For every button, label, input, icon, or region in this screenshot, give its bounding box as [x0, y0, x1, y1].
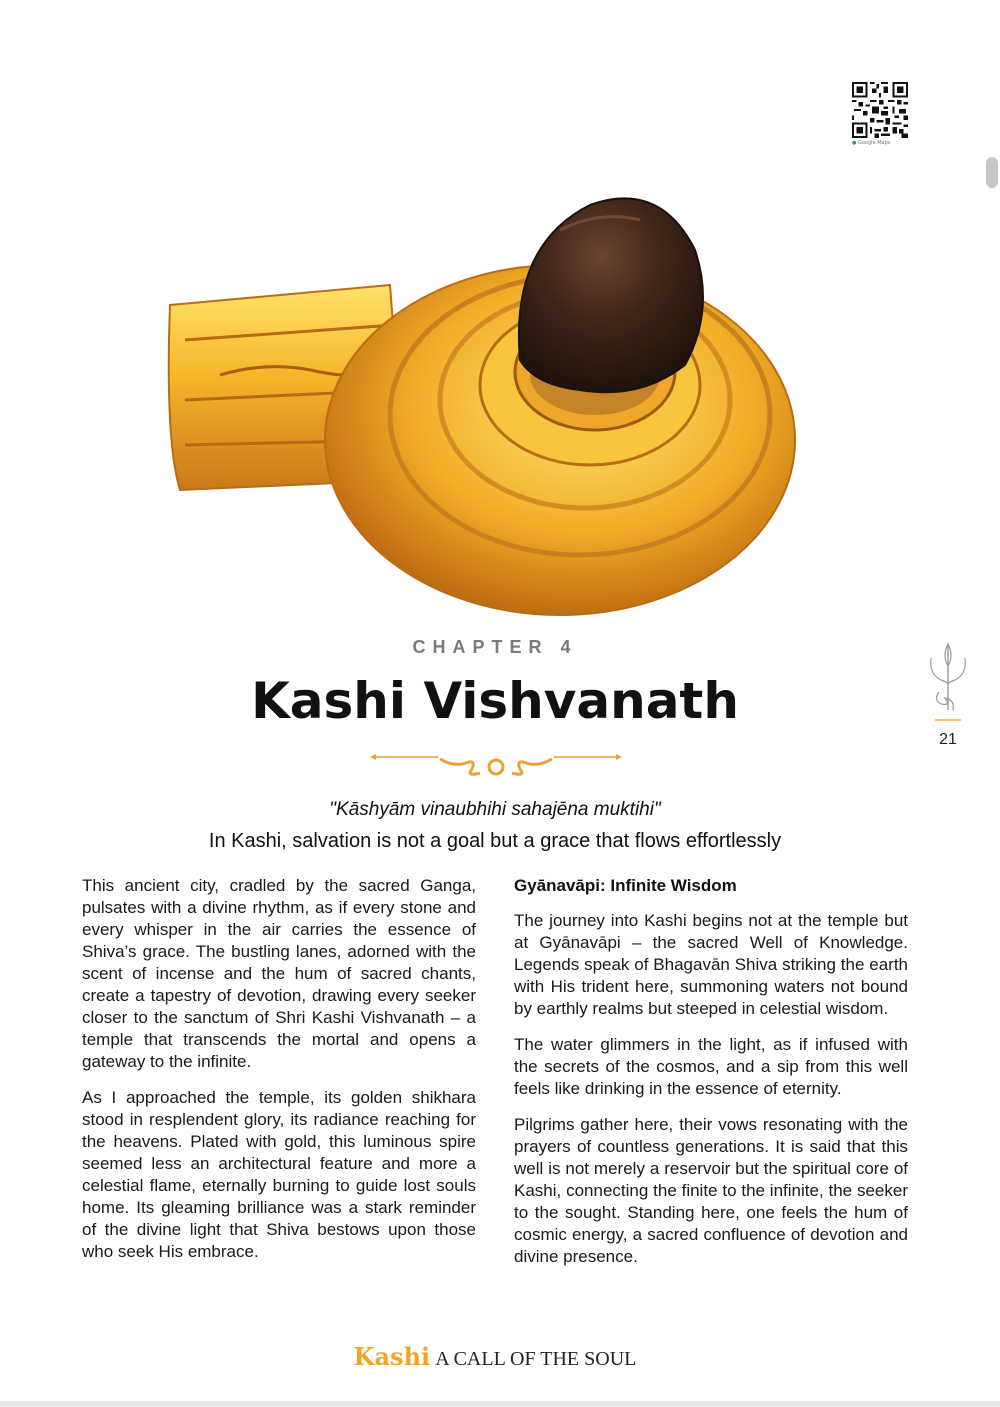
qr-caption-text: Google Maps [857, 140, 891, 146]
right-paragraph-3: Pilgrims gather here, their vows resonating with the prayers of countless generations. It is said that this well is not merely a reservoir but the spiritual core of Kashi, connecting the finite to the infinite, the seeker to the sought. Standing here, one feels the hum of cosmic energy, a sacred confluence of devotion and divine presence. [514, 1115, 908, 1266]
sanskrit-quote: "Kāshyām vinaubhihi sahajēna muktihi" [329, 799, 661, 820]
chapter-subtitle: In Kashi, salvation is not a goal but a grace that flows effortlessly [208, 830, 782, 852]
chapter-title: Kashi Vishvanath [251, 672, 739, 730]
page-edge [0, 1401, 1000, 1407]
qr-caption [852, 140, 912, 146]
left-column [82, 875, 476, 1277]
left-paragraph-2: As I approached the temple, its golden shikhara stood in resplendent glory, its radiance reaching for the heavens. Plated with gold, this luminous spire seemed less an architectural feature and more a celestial flame, eternally burning to guide lost souls home. Its gleaming brilliance was a stark reminder of the divine light that Shiva bestows upon those who seek His embrace. [82, 1088, 476, 1261]
map-pin-icon: ● [852, 140, 857, 146]
qr-code[interactable] [852, 82, 908, 138]
right-paragraph-1: The journey into Kashi begins not at the temple but at Gyānavāpi – the sacred Well of Knowledge. Legends speak of Bhagavān Shiva striking the earth with His trident here, summoning waters not bound by earthly realms but steeped in celestial wisdom. [514, 911, 908, 1018]
trident-icon [925, 640, 971, 726]
right-paragraph-2: The water glimmers in the light, as if infused with the secrets of the cosmos, and a sip from this well feels like drinking in the essence of eternity. [514, 1035, 908, 1098]
section-heading: Gyānavāpi: Infinite Wisdom [514, 876, 737, 895]
ornament-divider-icon [368, 745, 624, 781]
right-column [514, 875, 908, 1282]
scrollbar-thumb[interactable] [986, 157, 998, 188]
footer-brand: Kashi [353, 1342, 431, 1371]
footer [0, 1342, 990, 1371]
footer-tagline: A CALL OF THE SOUL [435, 1348, 637, 1370]
left-paragraph-1: This ancient city, cradled by the sacred Ganga, pulsates with a divine rhythm, as if every stone and every whisper in the air carries the essence of Shiva’s grace. The bustling lanes, adorned with the scent of incense and the hum of sacred chants, create a tapestry of devotion, drawing every seeker closer to the sanctum of Shri Kashi Vishvanath – a temple that transcends the mortal and opens a gateway to the infinite. [82, 876, 476, 1071]
shiva-linga-image [140, 150, 820, 630]
chapter-label: CHAPTER 4 [412, 637, 578, 657]
page-number: 21 [939, 731, 957, 748]
